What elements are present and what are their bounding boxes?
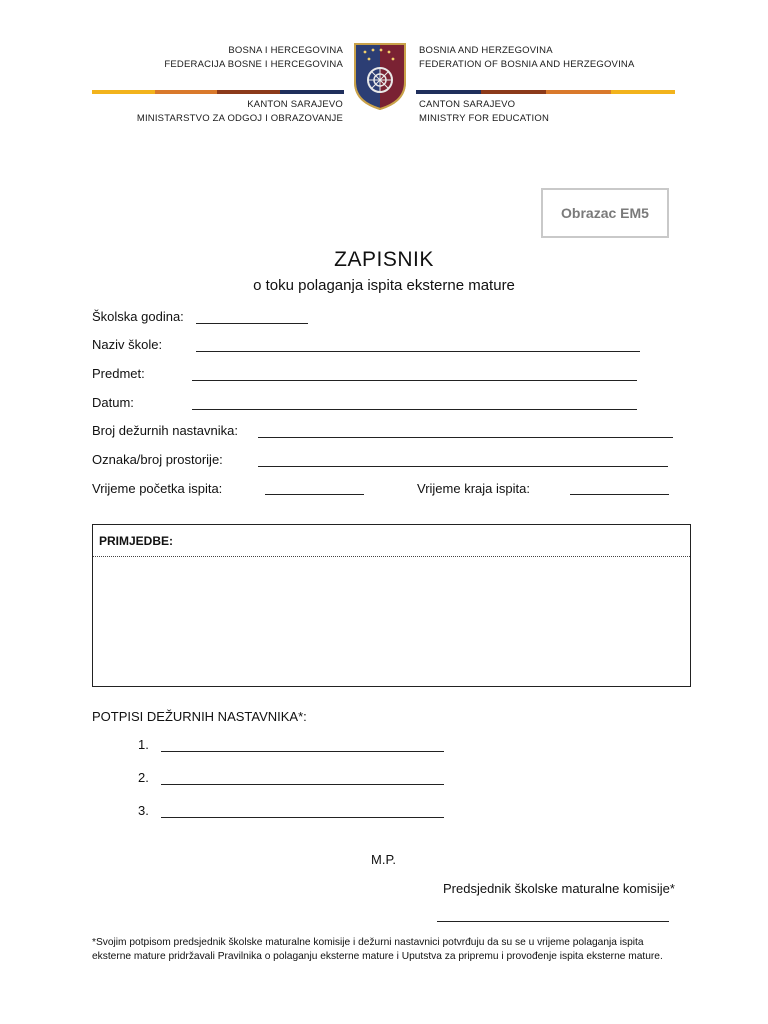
- room-label: Oznaka/broj prostorije:: [92, 452, 223, 467]
- school-year-label: Školska godina:: [92, 309, 184, 324]
- document-subtitle: o toku polaganja ispita eksterne mature: [253, 277, 515, 294]
- form-code-badge: Obrazac EM5: [541, 188, 669, 238]
- header-stripe-brown-left: [217, 90, 280, 94]
- header-right-bottom: [419, 98, 549, 126]
- stamp-label: M.P.: [371, 852, 397, 867]
- signature-number-1: 1.: [138, 737, 149, 752]
- header-country-en: BOSNIA AND HERZEGOVINA: [419, 45, 553, 56]
- signature-line-1[interactable]: [161, 751, 444, 752]
- header-ministry-bs: MINISTARSTVO ZA ODGOJ I OBRAZOVANJE: [136, 113, 343, 124]
- signatures-label: POTPISI DEŽURNIH NASTAVNIKA*:: [92, 709, 307, 724]
- header-right-top: [419, 44, 635, 72]
- school-name-label: Naziv škole:: [92, 337, 163, 352]
- signature-number-3: 3.: [138, 803, 149, 818]
- header-stripe-brown-right: [481, 90, 546, 94]
- header-canton-bs: KANTON SARAJEVO: [247, 99, 343, 110]
- school-name-line[interactable]: [196, 351, 640, 352]
- header-left-top: [164, 44, 343, 72]
- footnote: *Svojim potpisom predsjednik školske maturalne komisije i dežurni nastavnici potvrđuju da su se u vrijeme polaganja ispita eksterne mature pridržavali Pravilnika o polaganju eksterne mature i Uputstva za pripremu i provođenje ispita eksterne mature.: [92, 937, 663, 962]
- room-line[interactable]: [258, 466, 668, 467]
- remarks-label: PRIMJEDBE:: [93, 525, 690, 557]
- header-canton-en: CANTON SARAJEVO: [419, 99, 516, 110]
- date-label: Datum:: [92, 395, 134, 410]
- header-country-bs: BOSNA I HERCEGOVINA: [228, 45, 343, 56]
- document-title: ZAPISNIK: [334, 248, 434, 271]
- signature-number-2: 2.: [138, 770, 149, 785]
- header-federation-en: FEDERATION OF BOSNIA AND HERZEGOVINA: [419, 59, 635, 70]
- remarks-box[interactable]: [92, 524, 691, 687]
- header-left-bottom: [137, 98, 343, 126]
- end-time-label: Vrijeme kraja ispita:: [417, 481, 530, 496]
- teachers-on-duty-label: Broj dežurnih nastavnika:: [92, 423, 238, 438]
- subject-label: Predmet:: [92, 366, 145, 381]
- president-signature-line[interactable]: [437, 921, 669, 922]
- canton-sarajevo-crest-icon: [353, 42, 407, 110]
- header-stripe-orange-left: [155, 90, 217, 94]
- end-time-line[interactable]: [570, 494, 669, 495]
- signature-line-3[interactable]: [161, 817, 444, 818]
- header-stripe-gold-right: [611, 90, 675, 94]
- header-federation-bs: FEDERACIJA BOSNE I HERCEGOVINA: [164, 59, 343, 70]
- header-stripe-navy-left: [280, 90, 344, 94]
- header-stripe-orange-right: [546, 90, 611, 94]
- president-label: Predsjednik školske maturalne komisije*: [443, 881, 675, 896]
- header-stripe-navy-right: [416, 90, 481, 94]
- school-year-line[interactable]: [196, 323, 308, 324]
- subject-line[interactable]: [192, 380, 637, 381]
- start-time-label: Vrijeme početka ispita:: [92, 481, 223, 496]
- start-time-line[interactable]: [265, 494, 364, 495]
- teachers-on-duty-line[interactable]: [258, 437, 673, 438]
- signature-line-2[interactable]: [161, 784, 444, 785]
- header-stripe-gold-left: [92, 90, 155, 94]
- header-ministry-en: MINISTRY FOR EDUCATION: [419, 113, 550, 124]
- date-line[interactable]: [192, 409, 637, 410]
